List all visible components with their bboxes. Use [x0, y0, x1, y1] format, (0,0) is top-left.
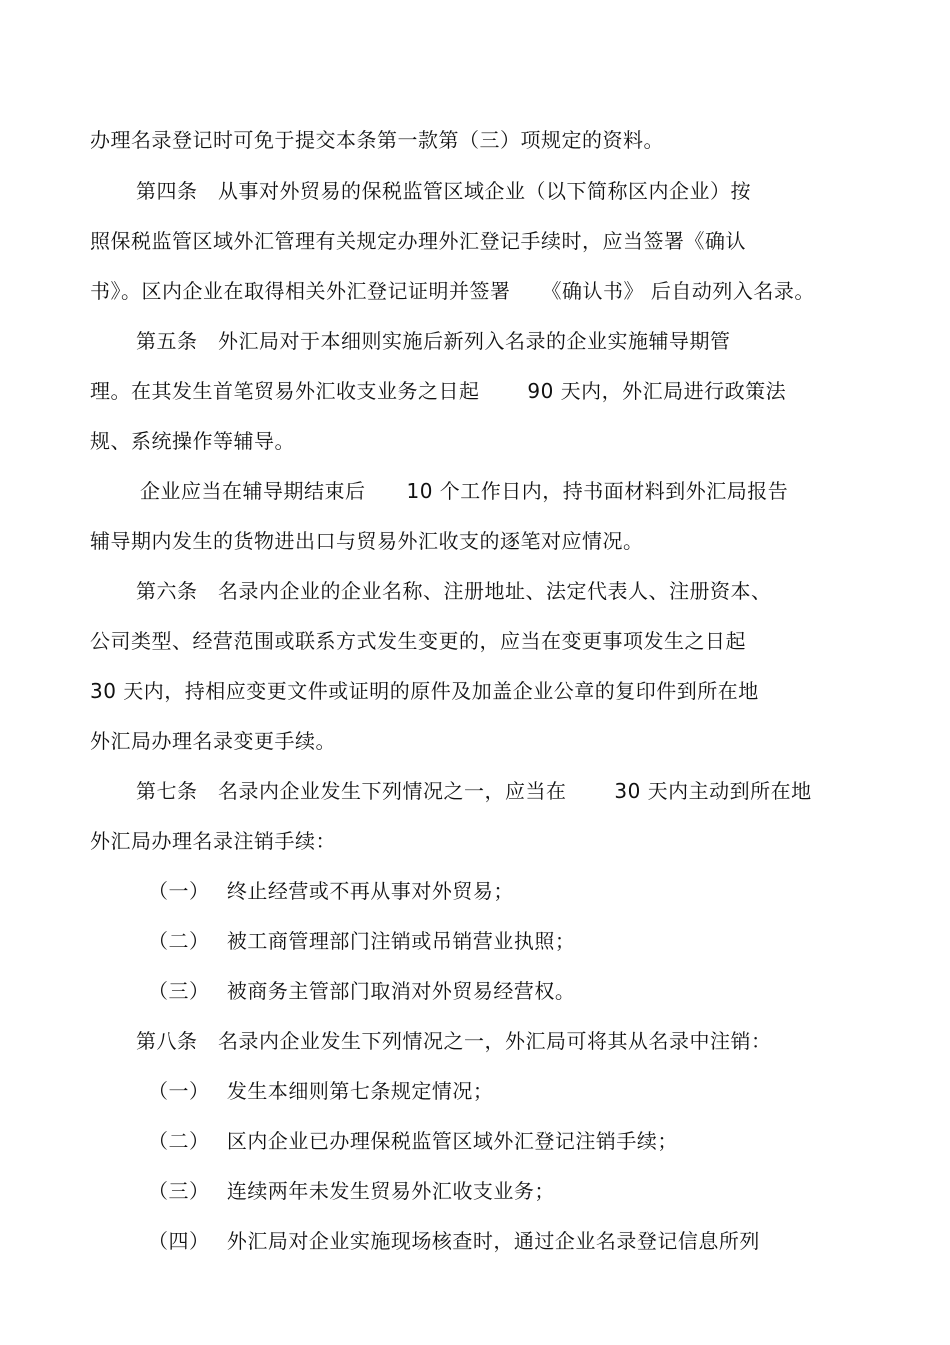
article-8-item-4: （四） 外汇局对企业实施现场核查时，通过企业名录登记信息所列 [148, 1229, 760, 1253]
article-5-line-1: 第五条 外汇局对于本细则实施后新列入名录的企业实施辅导期管 [136, 329, 731, 353]
article-8-item-2: （二） 区内企业已办理保税监管区域外汇登记注销手续； [148, 1129, 678, 1153]
article-8-item-1: （一） 发生本细则第七条规定情况； [148, 1079, 494, 1103]
article-8-line-1: 第八条 名录内企业发生下列情况之一，外汇局可将其从名录中注销： [136, 1029, 772, 1053]
article-5-line-2: 理。在其发生首笔贸易外汇收支业务之日起 90 天内，外汇局进行政策法 [90, 379, 787, 403]
guidance-report-line-1: 企业应当在辅导期结束后 10 个工作日内，持书面材料到外汇局报告 [140, 479, 789, 503]
article-7-line-2: 外汇局办理名录注销手续： [90, 829, 336, 853]
guidance-report-line-2: 辅导期内发生的货物进出口与贸易外汇收支的逐笔对应情况。 [90, 529, 644, 553]
article-8-item-3: （三） 连续两年未发生贸易外汇收支业务； [148, 1179, 555, 1203]
article-5-line-3: 规、系统操作等辅导。 [90, 429, 295, 453]
article-4-line-2: 照保税监管区域外汇管理有关规定办理外汇登记手续时，应当签署《确认 [90, 229, 746, 253]
article-6-line-4: 外汇局办理名录变更手续。 [90, 729, 336, 753]
text-line-1: 办理名录登记时可免于提交本条第一款第（三）项规定的资料。 [90, 128, 664, 152]
article-7-item-3: （三） 被商务主管部门取消对外贸易经营权。 [148, 979, 576, 1003]
article-7-line-1: 第七条 名录内企业发生下列情况之一，应当在 30 天内主动到所在地 [136, 779, 812, 803]
article-7-item-1: （一） 终止经营或不再从事对外贸易； [148, 879, 514, 903]
article-6-line-1: 第六条 名录内企业的企业名称、注册地址、法定代表人、注册资本、 [136, 579, 772, 603]
article-6-line-3: 30 天内，持相应变更文件或证明的原件及加盖企业公章的复印件到所在地 [90, 679, 759, 703]
article-7-item-2: （二） 被工商管理部门注销或吊销营业执照； [148, 929, 576, 953]
article-4-line-1: 第四条 从事对外贸易的保税监管区域企业（以下简称区内企业）按 [136, 179, 751, 203]
article-4-line-3: 书》。区内企业在取得相关外汇登记证明并签署 《确认书》 后自动列入名录。 [90, 279, 815, 303]
article-6-line-2: 公司类型、经营范围或联系方式发生变更的，应当在变更事项发生之日起 [90, 629, 746, 653]
